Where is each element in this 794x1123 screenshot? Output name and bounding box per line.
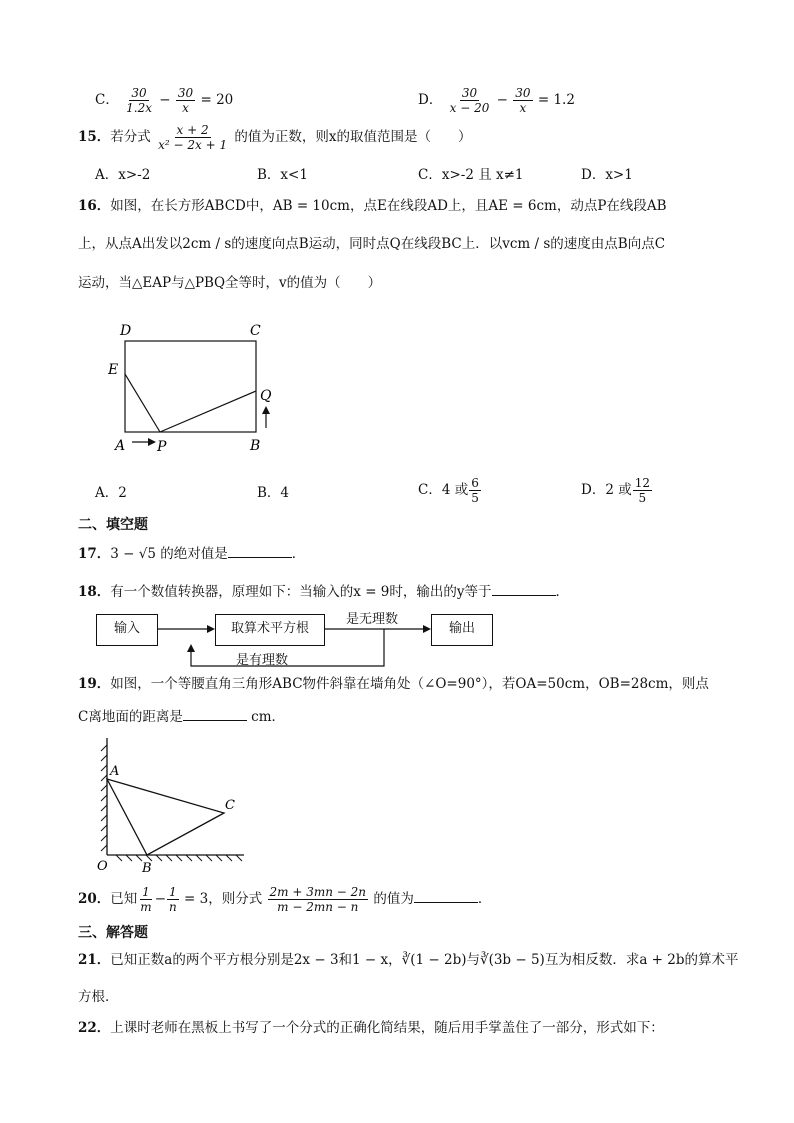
triangle-abc — [107, 779, 224, 855]
fraction — [138, 885, 153, 914]
arrow-head-bq — [262, 406, 270, 414]
numerator: 30 — [131, 86, 147, 100]
question-number: 19． — [78, 676, 111, 692]
label-q: Q — [260, 388, 272, 404]
q16-rectangle-figure — [100, 318, 290, 460]
fraction — [167, 885, 179, 914]
q15-option-b: B．x<1 — [257, 167, 308, 183]
q16-option-a: A．2 — [95, 485, 127, 501]
denominator: n — [169, 900, 177, 914]
label-b: B — [142, 861, 152, 876]
label-a: A — [115, 438, 126, 454]
denominator: m − 2mn − n — [277, 900, 359, 914]
q15-option-d: D．x>1 — [581, 167, 633, 183]
answer-blank[interactable] — [414, 889, 478, 903]
label-c: C — [250, 323, 261, 339]
q14-option-d: D． $\frac{30}{x - 20}$ − $\frac{30}{x}$ = 1.2 — [418, 86, 575, 115]
question-text: 若分式 — [110, 129, 151, 145]
question-number: 21． — [78, 952, 111, 968]
q20: 20．已知 $\frac{1}{m}$ − $\frac{1}{n}$ = 3，则分式 $\frac{2m + 3mn - 2n}{m - 2mn - n}$ 的值为 ． — [78, 885, 492, 914]
q22-line-1 — [78, 1019, 664, 1037]
q16-option-d — [581, 476, 653, 505]
q16-option-c — [418, 476, 482, 505]
option-text: D．2 或 — [581, 482, 632, 498]
question-text: 的值为 — [373, 891, 414, 907]
denominator: x — [182, 101, 189, 115]
question-text: cm． — [251, 709, 286, 725]
q15-stem — [78, 123, 472, 152]
label-e: E — [108, 362, 119, 378]
question-text: 如图，一个等腰直角三角形ABC物件斜靠在墙角处（∠O=90°），若OA=50cm，OB=28cm，则点 — [110, 676, 709, 692]
question-text: 如图，在长方形ABCD中，AB = 10cm，点E在线段AD上，且AE = 6cm，动点P在线段AB — [110, 198, 667, 214]
segment-pq — [160, 391, 256, 432]
numerator: 12 — [634, 476, 650, 490]
label-rational: 是有理数 — [236, 653, 289, 668]
question-text: ． — [477, 891, 492, 907]
option-label: D． — [418, 92, 443, 108]
arrow-head-ap — [148, 438, 156, 446]
q19-line-1 — [78, 675, 709, 693]
question-number: 18． — [78, 584, 111, 600]
fraction — [268, 885, 369, 914]
q21-line-2: 方根． — [78, 989, 119, 1005]
numerator: 30 — [515, 86, 531, 100]
numerator: 30 — [461, 86, 478, 100]
answer-blank[interactable] — [492, 582, 556, 596]
label-c: C — [225, 798, 235, 813]
q15-option-c: C．x>-2 且 x≠1 — [418, 167, 524, 183]
label-p: P — [157, 439, 167, 455]
math-expression: 3 − √5 — [110, 546, 156, 562]
question-text: 已知正数a的两个平方根分别是2x − 3和1 − x，∛(1 − 2b)与∛(3b − 5)互为相反数．求a + 2b的算术平 — [110, 952, 739, 968]
question-text: 已知 — [110, 891, 138, 907]
question-text: 上课时老师在黑板上书写了一个分式的正确化简结果，随后用手掌盖住了一部分，形式如下： — [110, 1020, 664, 1036]
q16-line-2: 上，从点A出发以2cm / s的速度向点B运动，同时点Q在线段BC上．以vcm / s的速度由点B向点C — [78, 236, 666, 252]
fraction — [448, 86, 492, 115]
question-number: 20． — [78, 891, 111, 907]
q21-line-1 — [78, 951, 739, 969]
label-d: D — [120, 323, 132, 339]
fraction — [176, 86, 195, 115]
option-text: C．4 或 — [418, 482, 469, 498]
denominator: 1.2x — [126, 101, 152, 115]
label-o: O — [97, 859, 108, 874]
numerator: x + 2 — [176, 123, 209, 137]
fraction — [469, 476, 481, 505]
fraction — [124, 86, 154, 115]
numerator: 30 — [177, 86, 194, 100]
numerator: 1 — [169, 885, 177, 899]
fraction — [633, 476, 652, 505]
label-irrational: 是无理数 — [346, 612, 399, 627]
numerator: 2m + 3mn − 2n — [269, 885, 367, 899]
question-number: 15． — [78, 129, 111, 145]
question-number: 17． — [78, 546, 111, 562]
label-a: A — [110, 764, 120, 779]
q16-option-b: B．4 — [257, 485, 290, 501]
denominator: 5 — [471, 491, 479, 505]
arrow-head — [187, 644, 195, 652]
numerator: 1 — [142, 885, 150, 899]
q19-wall-corner-figure — [92, 735, 252, 877]
question-text: ． — [291, 546, 306, 562]
denominator: x − 20 — [449, 101, 490, 115]
question-text: 的绝对值是 — [160, 546, 228, 562]
segment-ep — [125, 374, 160, 432]
question-text: ． — [555, 584, 570, 600]
label-b: B — [250, 438, 261, 454]
numerator: 6 — [471, 476, 479, 490]
ground-hatching — [116, 855, 242, 861]
wall-hatching — [101, 745, 107, 851]
arrow-head — [423, 625, 431, 633]
q16-line-3: 运动，当△EAP与△PBQ全等时，v的值为（ ） — [78, 275, 382, 291]
arrow-head — [207, 625, 215, 633]
question-number: 16． — [78, 198, 111, 214]
q17 — [78, 544, 305, 563]
q14-option-c: C． $\frac{30}{1.2x}$ − $\frac{30}{x}$ = 20 — [95, 86, 234, 115]
equation-rhs: = 20 — [200, 92, 234, 108]
flow-box-sqrt: 取算术平方根 — [215, 614, 325, 646]
q16-line-1 — [78, 197, 667, 215]
denominator: x — [519, 101, 527, 115]
option-label: C． — [95, 92, 119, 108]
question-text: = 3，则分式 — [184, 891, 263, 907]
answer-blank[interactable] — [183, 707, 247, 721]
answer-blank[interactable] — [228, 544, 292, 558]
section-heading-solutions: 三、解答题 — [78, 925, 148, 941]
section-heading-fill-blank: 二、填空题 — [78, 517, 148, 533]
question-text: C离地面的距离是 — [78, 709, 183, 725]
equation-rhs: = 1.2 — [537, 92, 575, 108]
question-text: 有一个数值转换器，原理如下：当输入的x = 9时，输出的y等于 — [110, 584, 492, 600]
denominator: 5 — [638, 491, 647, 505]
question-number: 22． — [78, 1020, 111, 1036]
q15-option-a: A．x>-2 — [95, 167, 151, 183]
question-text: 的值为正数，则x的取值范围是（ ） — [234, 129, 472, 145]
q19-line-2 — [78, 707, 285, 726]
fraction — [156, 123, 229, 152]
q18-stem — [78, 582, 569, 601]
fraction — [513, 86, 532, 115]
flow-box-input: 输入 — [96, 614, 158, 646]
denominator: m — [140, 900, 152, 914]
flow-box-output: 输出 — [431, 614, 493, 646]
denominator: x² − 2x + 1 — [158, 138, 228, 152]
